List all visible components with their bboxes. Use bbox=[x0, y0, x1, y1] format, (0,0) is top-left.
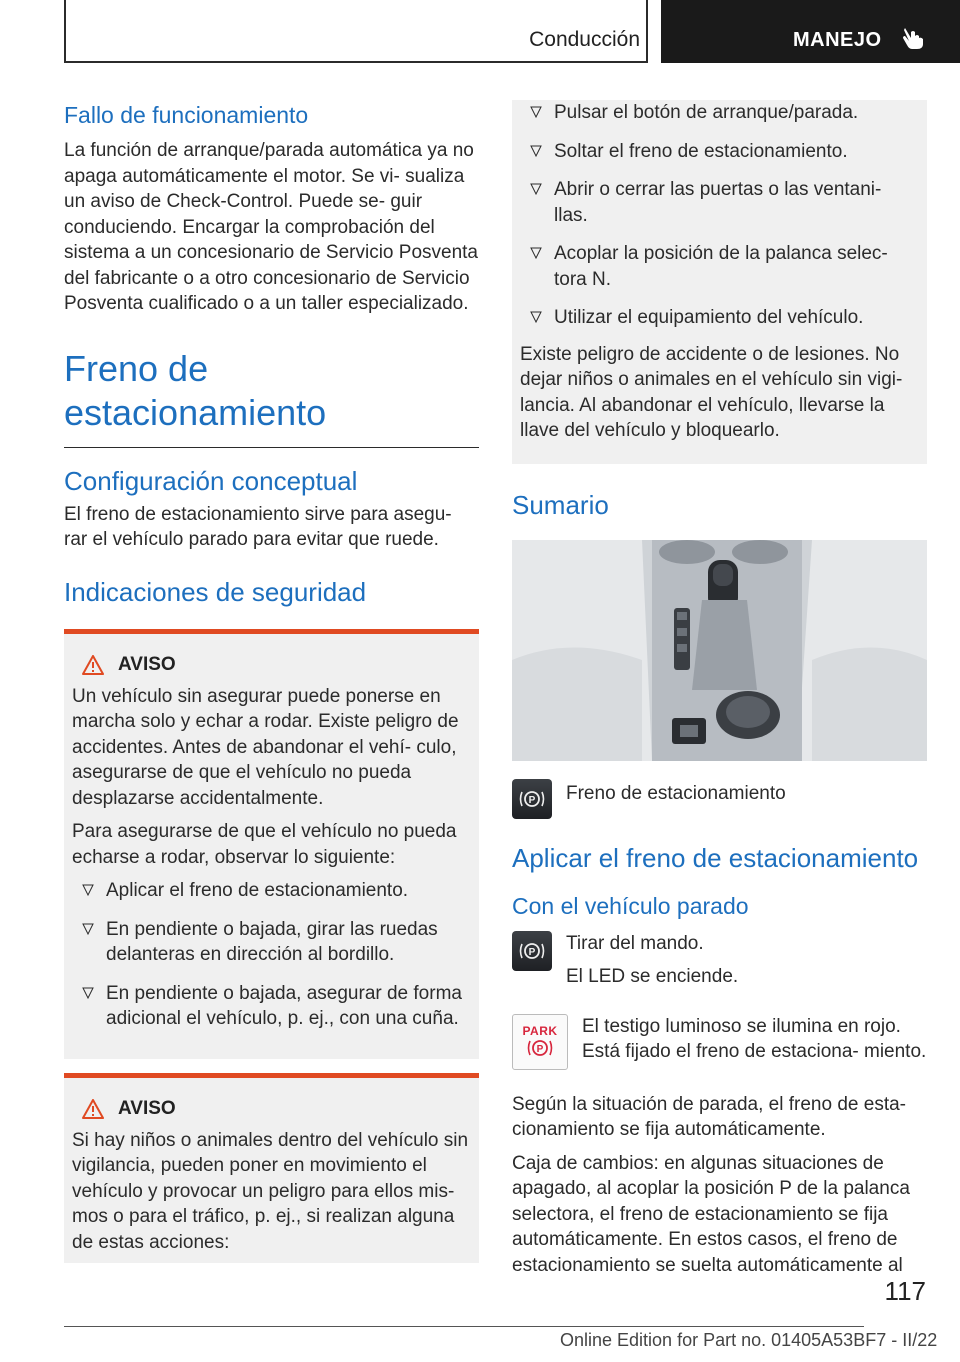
apply-heading: Aplicar el freno de estacionamiento bbox=[512, 842, 919, 873]
gearbox-text: Caja de cambios: en algunas situaciones de apagado, al acoplar la posición P de la palanca selectora, el freno de estacionamiento se fija automáticamente. En estos casos, el freno de estacionamiento se suelta automáticamente al bbox=[512, 1152, 910, 1276]
chapter-title: Conducción bbox=[529, 28, 640, 51]
edition-note: Online Edition for Part no. 01405A53BF7 - II/22 bbox=[560, 1330, 938, 1350]
hand-pointer-icon bbox=[901, 26, 927, 50]
bullet-triangle-icon bbox=[530, 247, 542, 259]
right-column bbox=[512, 100, 927, 1278]
section-rule bbox=[64, 447, 479, 448]
warning-text-1: Un vehículo sin asegurar puede ponerse en marcha solo y echar a rodar. Existe peligro de accidentes. Antes de abandonar el vehí‐ culo, asegurarse de que el vehículo no pueda desplazarse accidentalmente. bbox=[72, 685, 459, 809]
footer-rule bbox=[64, 1326, 864, 1327]
warning-icon bbox=[82, 1099, 104, 1119]
warning-text-3: Si hay niños o animales dentro del vehículo sin vigilancia, pueden poner en movimiento el vehículo y provocar un peligro para ellos mis‐ mos o para el tráfico, p. ej., si realizan alguna de estas acciones: bbox=[72, 1129, 469, 1253]
bullet-triangle-icon bbox=[82, 884, 94, 896]
warning-box-2 bbox=[64, 1073, 479, 1264]
bullet-triangle-icon bbox=[530, 311, 542, 323]
warning-icon bbox=[82, 655, 104, 675]
svg-text:P: P bbox=[528, 946, 536, 958]
section-heading: Freno de estacionamiento bbox=[64, 347, 327, 433]
auto-text: Según la situación de parada, el freno de esta‐ cionamiento se fija automáticamente. bbox=[512, 1093, 906, 1140]
lamp-step bbox=[512, 1014, 927, 1070]
list-item: Pulsar el botón de arranque/parada. bbox=[520, 100, 919, 126]
left-column bbox=[64, 100, 479, 1263]
safety-heading: Indicaciones de seguridad bbox=[64, 576, 367, 607]
bullet-triangle-icon bbox=[530, 145, 542, 157]
concept-heading: Configuración conceptual bbox=[64, 465, 358, 496]
center-console-photo bbox=[512, 540, 927, 761]
list-item: Abrir o cerrar las puertas o las ventani‐ llas. bbox=[520, 177, 919, 228]
list-item: Aplicar el freno de estacionamiento. bbox=[72, 878, 471, 904]
parking-brake-icon bbox=[512, 779, 552, 819]
list-item: Acoplar la posición de la palanca selec‐ tora N. bbox=[520, 241, 919, 292]
summary-heading: Sumario bbox=[512, 489, 609, 520]
warning-label-1: AVISO bbox=[118, 653, 176, 675]
pull-step bbox=[512, 931, 927, 990]
warning-text-2: Para asegurarse de que el vehículo no pueda echarse a rodar, observar lo siguiente: bbox=[72, 821, 457, 868]
fault-heading: Fallo de funcionamiento bbox=[64, 102, 309, 128]
park-lamp-icon bbox=[512, 1014, 568, 1070]
warning-box-1 bbox=[64, 629, 479, 1059]
warning-continuation bbox=[512, 100, 927, 464]
section-tab-label: MANEJO bbox=[793, 29, 882, 51]
bullet-triangle-icon bbox=[82, 987, 94, 999]
parking-brake-caption: Freno de estacionamiento bbox=[566, 782, 786, 804]
parking-brake-icon bbox=[512, 931, 552, 971]
list-item: En pendiente o bajada, girar las ruedas delanteras en dirección al bordillo. bbox=[72, 917, 471, 968]
list-item: Soltar el freno de estacionamiento. bbox=[520, 139, 919, 165]
action-bullet-list bbox=[520, 100, 919, 331]
warning-label-2: AVISO bbox=[118, 1097, 176, 1119]
parked-heading: Con el vehículo parado bbox=[512, 892, 749, 919]
parking-brake-legend bbox=[512, 779, 927, 819]
svg-text:P: P bbox=[528, 794, 536, 806]
warning-title-1 bbox=[72, 654, 471, 676]
concept-text: El freno de estacionamiento sirve para asegu‐ rar el vehículo parado para evitar que ruede. bbox=[64, 503, 452, 550]
lamp-text: El testigo luminoso se ilumina en rojo. Está fijado el freno de estaciona‐ miento. bbox=[582, 1015, 927, 1062]
fault-text: La función de arranque/parada automática ya no apaga automáticamente el motor. Se vi‐ sualiza un aviso de Check-Control. Puede se‐ guir conduciendo. Encargar la comprobación del sistema a un concesionario de Servicio Posventa del fabricante o a otro concesionario de Servicio Posventa cualificado o a un taller especializado. bbox=[64, 140, 479, 314]
warning-conclusion: Existe peligro de accidente o de lesiones. No dejar niños o animales en el vehículo sin vigi‐ lancia. Al abandonar el vehículo, llevarse la llave del vehículo y bloquearlo. bbox=[520, 343, 903, 441]
pull-text: Tirar del mando. bbox=[566, 932, 704, 954]
park-lamp-label: PARK bbox=[522, 1023, 558, 1038]
warning-bullet-list bbox=[72, 878, 471, 1032]
led-text: El LED se enciende. bbox=[566, 966, 739, 987]
warning-title-2 bbox=[72, 1098, 471, 1120]
list-item: En pendiente o bajada, asegurar de forma adicional el vehículo, p. ej., con una cuña. bbox=[72, 981, 471, 1032]
section-tab[interactable] bbox=[661, 0, 960, 63]
page-number: 117 bbox=[884, 1276, 926, 1306]
bullet-triangle-icon bbox=[530, 106, 542, 118]
bullet-triangle-icon bbox=[82, 923, 94, 935]
center-console-illustration bbox=[512, 540, 927, 761]
svg-text:P: P bbox=[536, 1043, 544, 1055]
list-item: Utilizar el equipamiento del vehículo. bbox=[520, 305, 919, 331]
bullet-triangle-icon bbox=[530, 183, 542, 195]
